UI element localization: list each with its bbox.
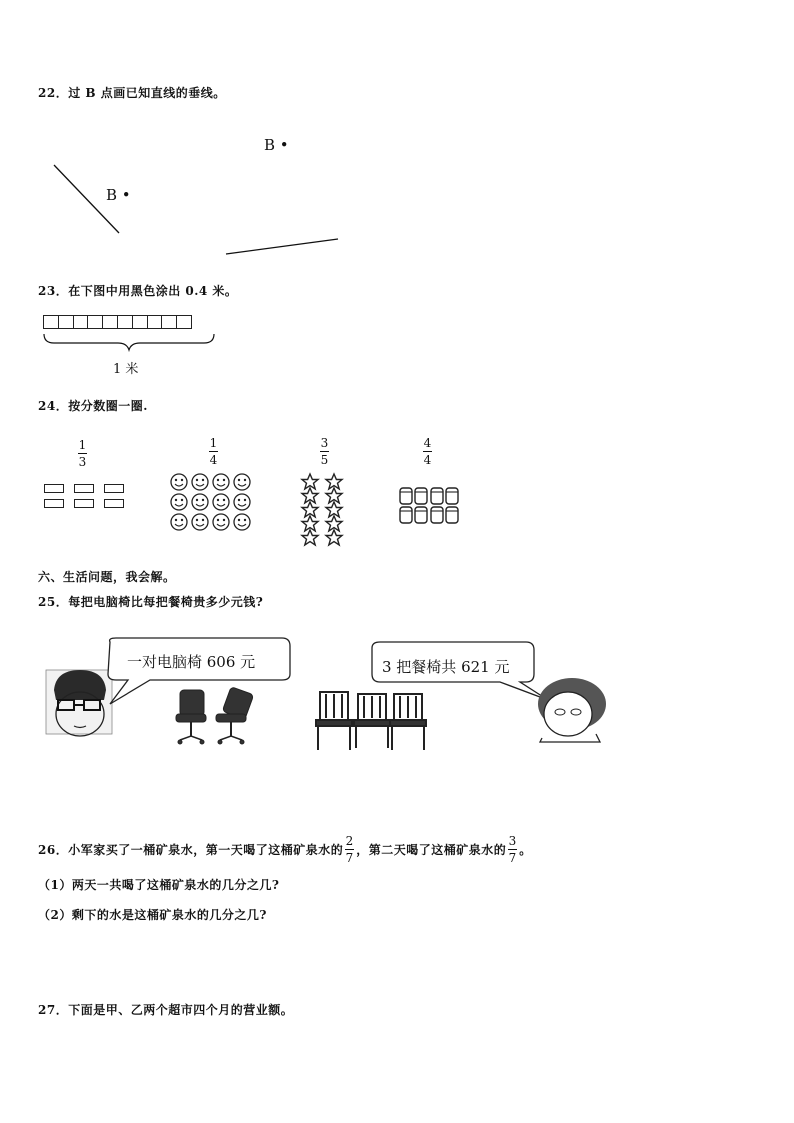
q26-sub1: （1）两天一共喝了这桶矿泉水的几分之几? [38,878,280,892]
rectangle-group [44,484,124,508]
grandmother-face-icon [538,678,606,742]
rectangle-icon [44,499,64,508]
q23-title: 23．在下图中用黑色涂出 0.4 米。 [38,284,238,298]
fraction-three-sevenths: $\frac{3}{7}$ [508,834,517,865]
q26-title: 26．小军家买了一桶矿泉水，第一天喝了这桶矿泉水的 $\frac{2}{7}$ ，第二天喝了这桶矿泉水的 $\frac{3}{7}$ 。 [38,834,532,865]
fraction-two-sevenths: $\frac{2}{7}$ [345,834,354,865]
dining-chair-icon [316,692,352,750]
star-icon [302,530,318,545]
cylinder-icon [400,507,412,523]
rectangle-icon [74,484,94,493]
q26-sub2: （2）剩下的水是这桶矿泉水的几分之几? [38,908,267,922]
rectangle-icon [74,499,94,508]
cylinder-icon [415,488,427,504]
rectangle-icon [44,484,64,493]
star-group [296,472,356,548]
fraction-four-quarters: 4 4 [423,436,432,467]
q25-illustration [0,630,794,770]
q24-title: 24．按分数圈一圈. [38,399,148,413]
smiley-face-icon [171,474,187,490]
rectangle-icon [104,484,124,493]
fraction-three-fifths: 3 5 [320,436,329,467]
q25-title: 25．每把电脑椅比每把餐椅贵多少元钱? [38,595,264,609]
smiley-face-icon [192,514,208,530]
bubble-right-text: 3 把餐椅共 621 元 [382,658,510,676]
cylinder-icon [400,488,412,504]
smiley-face-icon [213,514,229,530]
section-6-title: 六、生活问题，我会解。 [38,570,176,584]
cylinder-icon [431,507,443,523]
fraction-one-third: 1 3 [78,438,87,469]
cylinder-icon [415,507,427,523]
cylinder-icon [446,507,458,523]
point-label-b-left: B • [106,186,131,204]
smiley-face-icon [234,514,250,530]
q27-title: 27．下面是甲、乙两个超市四个月的营业额。 [38,1003,294,1017]
fraction-one-quarter: 1 4 [209,436,218,467]
cylinder-icon [431,488,443,504]
q22-title: 22．过 B 点画已知直线的垂线。 [38,86,226,100]
boy-face-icon [46,670,112,736]
smiley-face-icon [213,494,229,510]
computer-chair-icon [176,690,206,744]
smiley-face-icon [171,514,187,530]
smiley-group [169,472,259,532]
cylinder-icon [446,488,458,504]
smiley-face-icon [192,474,208,490]
cylinder-group [397,486,467,536]
bubble-left-text: 一对电脑椅 606 元 [127,653,256,671]
brace-icon [0,0,794,400]
computer-chair-icon [216,687,254,744]
point-label-b-top: B • [264,136,289,154]
smiley-face-icon [171,494,187,510]
dining-chair-icon [390,694,426,750]
rectangle-icon [104,499,124,508]
smiley-face-icon [234,494,250,510]
dining-chair-icon [354,694,390,748]
smiley-face-icon [213,474,229,490]
meter-caption: 1 米 [113,362,139,377]
smiley-face-icon [234,474,250,490]
smiley-face-icon [192,494,208,510]
star-icon [326,530,342,545]
